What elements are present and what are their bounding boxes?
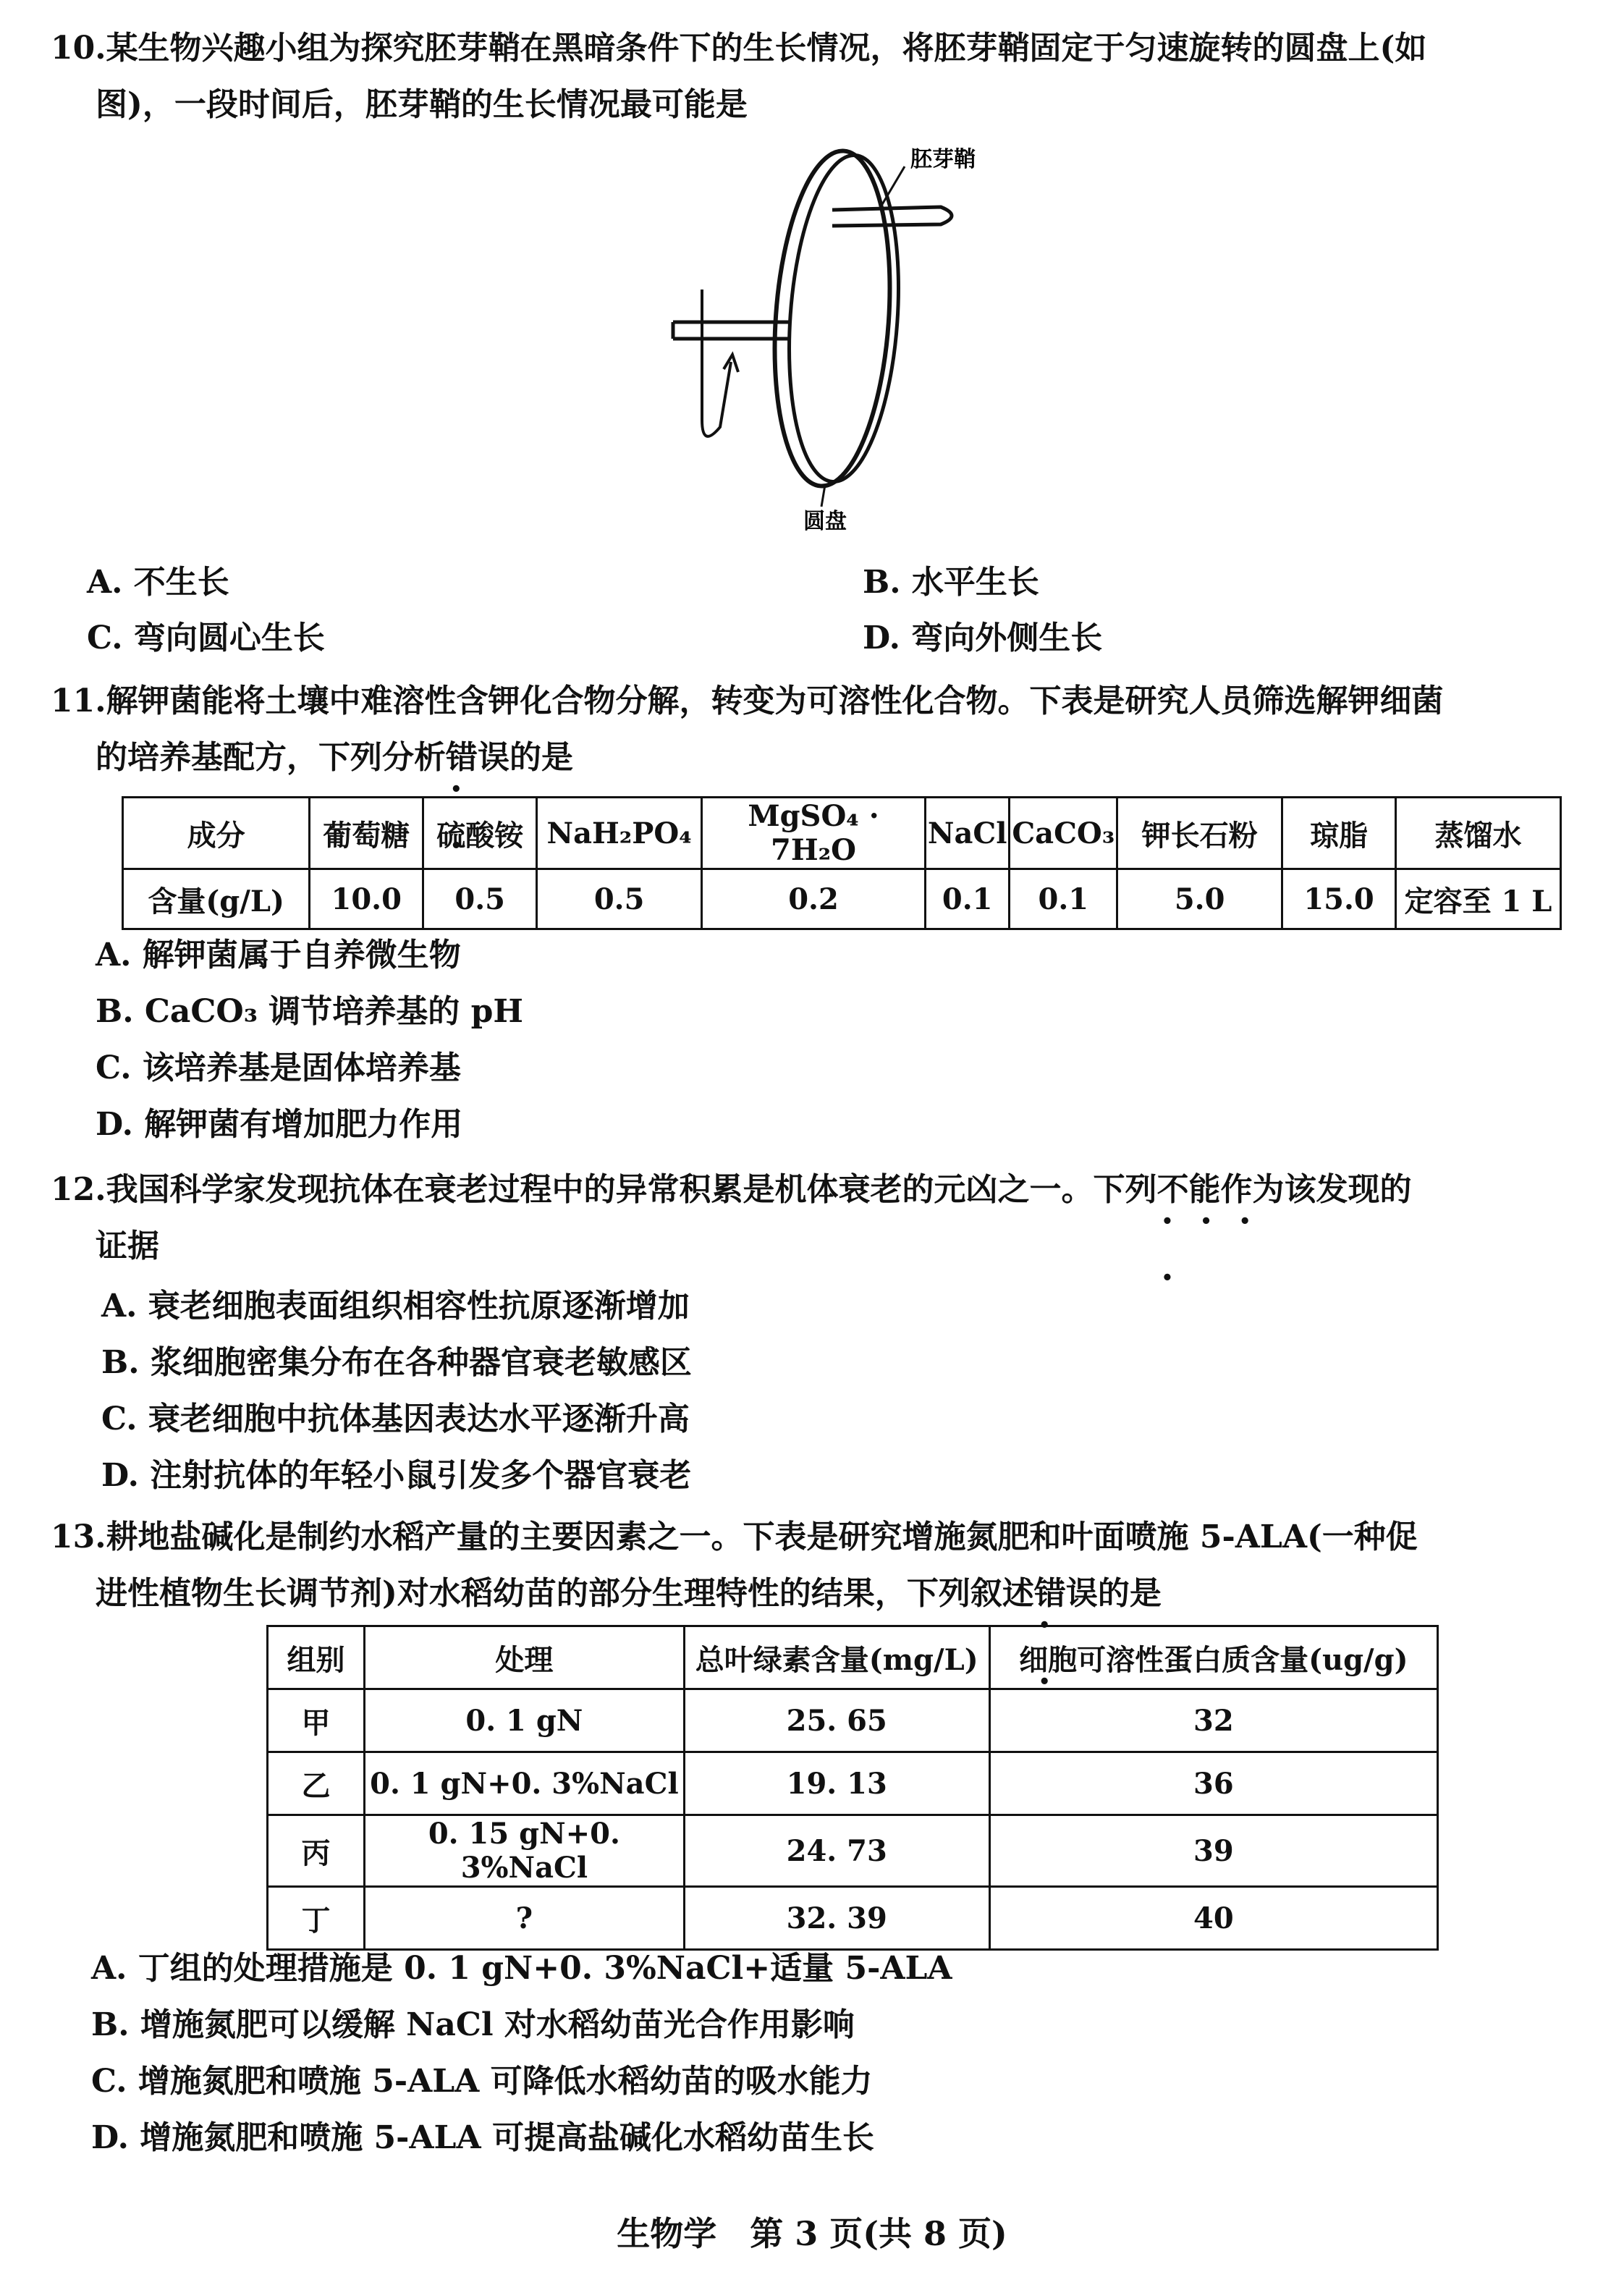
page-footer: 生物学 第 3 页(共 8 页) [617,2214,1007,2253]
option-11-B[interactable]: B. CaCO₃ 调节培养基的 pH [96,993,523,1030]
question-10 [51,20,1585,133]
question-text-line2: 证据 [96,1228,159,1264]
table-cell: 0.1 [1010,869,1117,929]
table-cell: 细胞可溶性蛋白质含量(ug/g) [989,1626,1437,1689]
option-12-B[interactable]: B. 浆细胞密集分布在各种器官衰老敏感区 [101,1344,692,1381]
table-cell: 丁 [268,1887,365,1950]
table-row [268,1752,1438,1815]
option-12-A[interactable]: A. 衰老细胞表面组织相容性抗原逐渐增加 [101,1288,690,1325]
table-cell: 10.0 [310,869,423,929]
emphasis-wrong: 错误 • • [446,730,509,786]
table-cell: 葡萄糖 [310,798,423,869]
emphasis-cannot: 不能作为 • • • • [1157,1162,1285,1218]
table-cell: 0.1 [925,869,1009,929]
option-13-C[interactable]: C. 增施氮肥和喷施 5-ALA 可降低水稻幼苗的吸水能力 [91,2063,873,2100]
emphasis-wrong: 错误 • • [1034,1566,1098,1622]
table-cell: 5.0 [1117,869,1282,929]
table-cell: 成分 [123,798,310,869]
table-cell: ? [364,1887,684,1950]
table-cell: 处理 [364,1626,684,1689]
table-cell: 0.2 [702,869,926,929]
table-cell: 39 [989,1815,1437,1887]
option-11-D[interactable]: D. 解钾菌有增加肥力作用 [96,1106,463,1143]
table-cell: 25. 65 [684,1689,989,1752]
option-13-B[interactable]: B. 增施氮肥可以缓解 NaCl 对水稻幼苗光合作用影响 [91,2006,855,2043]
table-cell: 0.5 [537,869,702,929]
option-10-A[interactable]: A. 不生长 [87,564,229,601]
option-12-D[interactable]: D. 注射抗体的年轻小鼠引发多个器官衰老 [101,1457,692,1494]
coleoptile-label: 胚芽鞘 [910,147,976,172]
table-header-row [123,798,1561,869]
table-row [268,1887,1438,1950]
table-cell: 琼脂 [1282,798,1396,869]
table-cell: 15.0 [1282,869,1396,929]
option-13-D[interactable]: D. 增施氮肥和喷施 5-ALA 可提高盐碱化水稻幼苗生长 [91,2119,874,2156]
rice-seedling-results-table [266,1625,1439,1951]
table-cell: 32. 39 [684,1887,989,1950]
table-cell: 24. 73 [684,1815,989,1887]
question-11 [51,673,1585,786]
table-cell: 组别 [268,1626,365,1689]
option-12-C[interactable]: C. 衰老细胞中抗体基因表达水平逐渐升高 [101,1401,690,1437]
question-number: 11. [51,683,106,719]
question-number: 10. [51,30,106,67]
question-12: 12.我国科学家发现抗体在衰老过程中的异常积累是机体衰老的元凶之一。下列不能作为 • • • •该发现的 证据 [51,1162,1585,1275]
table-cell: 0. 1 gN+0. 3%NaCl [364,1752,684,1815]
disc-label: 圆盘 [803,509,847,534]
table-row [268,1689,1438,1752]
table-cell: 0. 1 gN [364,1689,684,1752]
question-13 [51,1509,1585,1622]
table-cell: 0. 15 gN+0. 3%NaCl [364,1815,684,1887]
question-text-line1: 某生物兴趣小组为探究胚芽鞘在黑暗条件下的生长情况，将胚芽鞘固定于匀速旋转的圆盘上(如 [106,30,1427,67]
table-cell: 定容至 1 L [1396,869,1561,929]
option-10-D[interactable]: D. 弯向外侧生长 [863,620,1103,656]
option-13-A[interactable]: A. 丁组的处理措施是 0. 1 gN+0. 3%NaCl+适量 5-ALA [91,1950,952,1987]
rotating-disc-figure [651,145,1028,550]
option-11-C[interactable]: C. 该培养基是固体培养基 [96,1049,461,1086]
question-text-line2: 的培养基配方，下列分析错误 • •的是 [51,730,1585,786]
question-text-line1: 解钾菌能将土壤中难溶性含钾化合物分解，转变为可溶性化合物。下表是研究人员筛选解钾细菌 [106,683,1444,719]
question-number: 13. [51,1519,106,1555]
table-cell: CaCO₃ [1010,798,1117,869]
table-cell: 蒸馏水 [1396,798,1561,869]
table-cell: 40 [989,1887,1437,1950]
option-11-A[interactable]: A. 解钾菌属于自养微生物 [96,937,461,973]
table-header-row [268,1626,1438,1689]
table-row [123,869,1561,929]
table-cell: 含量(g/L) [123,869,310,929]
question-text-line2: 图)，一段时间后，胚芽鞘的生长情况最可能是 [96,86,748,123]
disc-outer-rim [764,147,900,490]
option-10-B[interactable]: B. 水平生长 [863,564,1039,601]
question-text-line2: 进性植物生长调节剂)对水稻幼苗的部分生理特性的结果，下列叙述错误 • •的是 [51,1566,1585,1622]
table-cell: 甲 [268,1689,365,1752]
table-cell: 总叶绿素含量(mg/L) [684,1626,989,1689]
table-cell: 19. 13 [684,1752,989,1815]
table-cell: 36 [989,1752,1437,1815]
table-cell: 0.5 [423,869,537,929]
table-cell: 硫酸铵 [423,798,537,869]
table-cell: 乙 [268,1752,365,1815]
option-10-C[interactable]: C. 弯向圆心生长 [87,620,325,656]
table-cell: 丙 [268,1815,365,1887]
table-cell: 钾长石粉 [1117,798,1282,869]
table-cell: 32 [989,1689,1437,1752]
table-row [268,1815,1438,1887]
question-number: 12. [51,1171,106,1208]
table-cell: NaH₂PO₄ [537,798,702,869]
table-cell: NaCl [925,798,1009,869]
medium-formula-table [122,796,1562,930]
question-text-line1: 耕地盐碱化是制约水稻产量的主要因素之一。下表是研究增施氮肥和叶面喷施 5-ALA(一种促 [106,1519,1418,1555]
table-cell: MgSO₄ · 7H₂O [702,798,926,869]
